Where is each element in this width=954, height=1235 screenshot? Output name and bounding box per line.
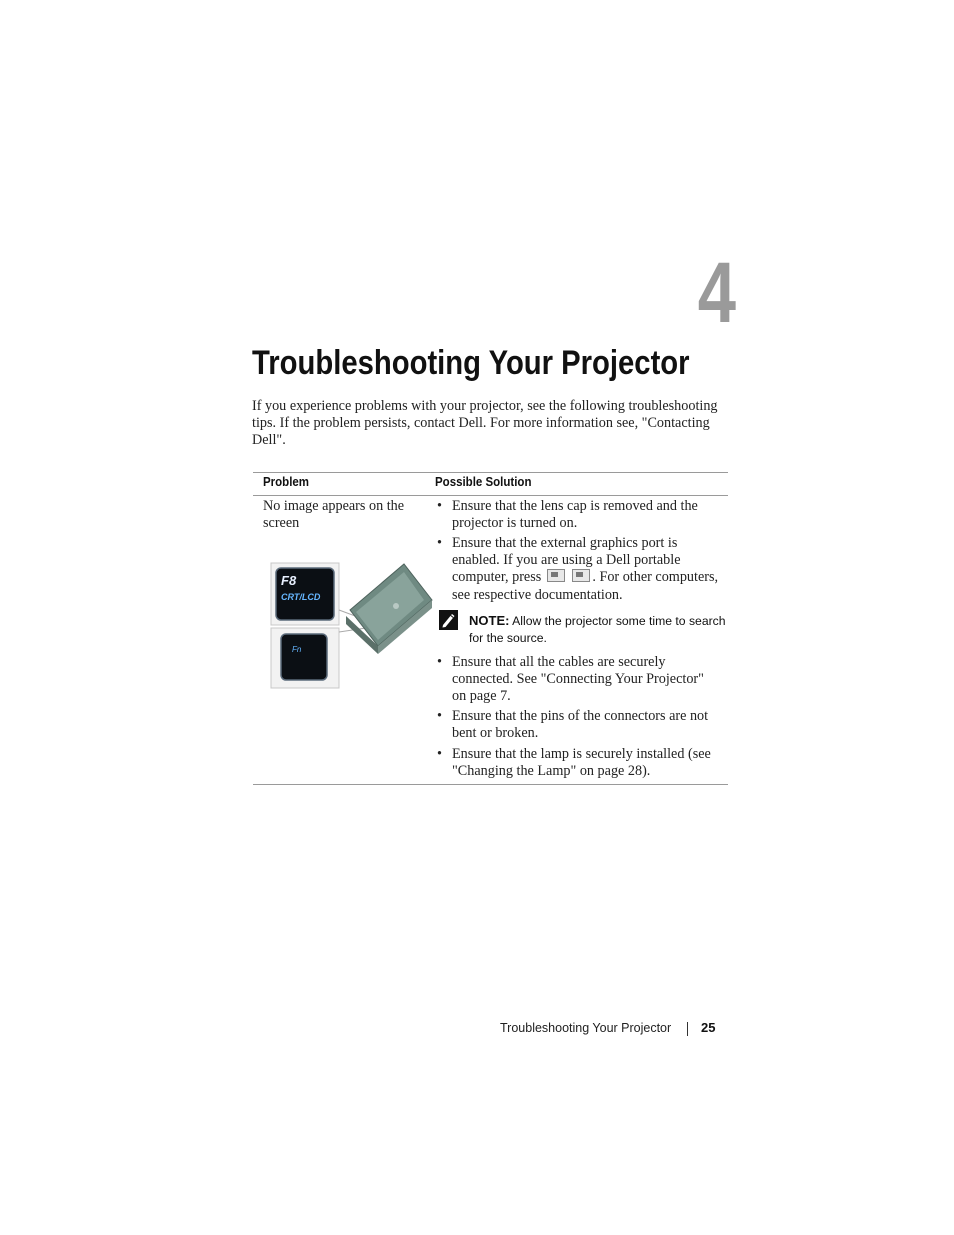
solution-bullet-cables bbox=[437, 654, 721, 706]
footer-chapter-title: Troubleshooting Your Projector bbox=[500, 1021, 672, 1035]
table-header-problem: Problem bbox=[263, 475, 310, 489]
solution-bullet-graphics bbox=[437, 535, 721, 604]
chapter-title: Troubleshooting Your Projector bbox=[252, 344, 690, 382]
note-label: NOTE: bbox=[469, 613, 510, 628]
fn-key-icon bbox=[547, 569, 565, 582]
bullet-dot: • bbox=[437, 498, 442, 514]
bullet-dot: • bbox=[437, 708, 442, 724]
page-number: 25 bbox=[701, 1020, 716, 1035]
pencil-note-icon bbox=[439, 610, 458, 630]
f8-key-label: F8 bbox=[281, 573, 297, 588]
problem-cell: No image appears on the screen bbox=[263, 498, 405, 532]
bullet-text: Ensure that the lens cap is removed and the projector is turned on. bbox=[452, 498, 698, 532]
table-header-rule bbox=[253, 495, 728, 496]
bullet-text: Ensure that all the cables are securely connected. See "Connecting Your Projector" on page 7. bbox=[452, 654, 704, 705]
solution-bullet-pins bbox=[437, 708, 721, 742]
intro-paragraph: If you experience problems with your projector, see the following troubleshooting tips. If the problem persists, contact Dell. For more information see, "Contacting Dell". bbox=[252, 398, 718, 449]
bullet-text: Ensure that the pins of the connectors are not bent or broken. bbox=[452, 708, 709, 742]
list-item bbox=[437, 708, 721, 742]
list-item bbox=[437, 498, 721, 532]
note-block bbox=[469, 612, 729, 647]
bullet-dot: • bbox=[437, 535, 442, 551]
crt-lcd-key-icon bbox=[572, 569, 590, 582]
bullet-text: Ensure that the lamp is securely installed (see "Changing the Lamp" on page 28). bbox=[452, 746, 711, 780]
table-top-rule bbox=[253, 472, 728, 473]
note-text: Allow the projector some time to search for the source. bbox=[469, 614, 726, 645]
solution-bullet-lamp bbox=[437, 746, 721, 780]
chapter-number: 4 bbox=[697, 245, 736, 341]
list-item bbox=[437, 535, 721, 604]
bullet-text-after-keys: . For other computers, see respective documentation. bbox=[452, 569, 719, 603]
f8-key-sublabel: CRT/LCD bbox=[281, 592, 321, 602]
table-header-solution: Possible Solution bbox=[435, 475, 532, 489]
list-item bbox=[437, 654, 721, 706]
fn-key-label: Fn bbox=[292, 645, 302, 654]
solution-bullet-lens bbox=[437, 498, 721, 532]
list-item bbox=[437, 746, 721, 780]
laptop-keys-illustration bbox=[266, 560, 436, 690]
bullet-text-before-keys: Ensure that the external graphics port is enabled. If you are using a Dell portable computer, press bbox=[452, 535, 681, 586]
fn-key-icon bbox=[281, 634, 327, 680]
table-bottom-rule bbox=[253, 784, 728, 785]
bullet-dot: • bbox=[437, 654, 442, 670]
bullet-dot: • bbox=[437, 746, 442, 762]
footer-separator bbox=[687, 1022, 688, 1036]
